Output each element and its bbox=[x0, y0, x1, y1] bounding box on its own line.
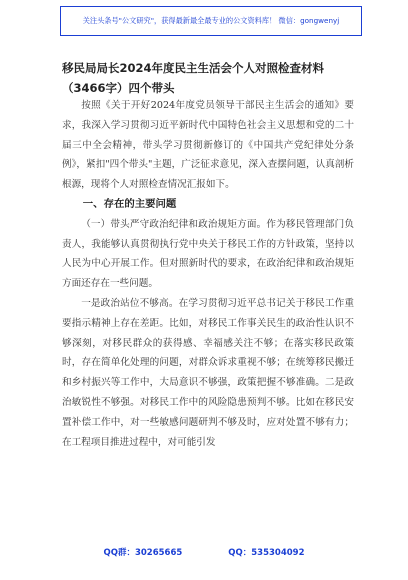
document-title: 移民局局长2024年度民主生活会个人对照检查材料（3466字）四个带头 bbox=[62, 61, 325, 95]
qq-group-text: QQ群：30265665 bbox=[103, 548, 183, 558]
body-paragraph: 一是政治站位不够高。在学习贯彻习近平总书记关于移民工作重要指示精神上存在差距。比如，对移民工作事关民生的政治性认识不够深刻，对移民群众的获得感、幸福感关注不够；在落实移民政策时，存在简单化处理的问题，对群众诉求重视不够；在统筹移民搬迁和乡村振兴等工作中，大局意识不够强，政策把握不够准确。二是政治敏锐性不够强。对移民工作中的风险隐患预判不够。比如在移民安置补偿工作中，对一些敏感问题研判不够及时，应对处置不够有力；在工程项目推进过程中，对可能引发 bbox=[62, 297, 354, 448]
promo-banner-box bbox=[60, 6, 362, 36]
document-body bbox=[62, 96, 354, 452]
body-paragraph: （一）带头严守政治纪律和政治规矩方面。作为移民管理部门负责人，我能够认真贯彻执行党中央关于移民工作的方针政策，坚持以人民为中心开展工作。但对照新时代的要求，在政治纪律和政治规矩方面还存在一些问题。 bbox=[62, 218, 354, 290]
intro-paragraph: 按照《关于开好2024年度党员领导干部民主生活会的通知》要求，我深入学习贯彻习近平新时代中国特色社会主义思想和党的二十届三中全会精神，带头学习贯彻新修订的《中国共产党纪律处分条例》，紧扣"四个带头"主题，广泛征求意见，深入查摆问题，认真剖析根源，现将个人对照检查情况汇报如下。 bbox=[62, 100, 354, 191]
section-heading: 一、存在的主要问题 bbox=[82, 197, 177, 210]
top-banner bbox=[0, 0, 408, 44]
qq-number-text: QQ：535304092 bbox=[228, 548, 305, 558]
footer-contact bbox=[0, 546, 408, 566]
promo-banner-text: 关注头条号"公文研究"，获得最新最全最专业的公文资料库！ 微信：gongwenyj bbox=[82, 16, 340, 25]
